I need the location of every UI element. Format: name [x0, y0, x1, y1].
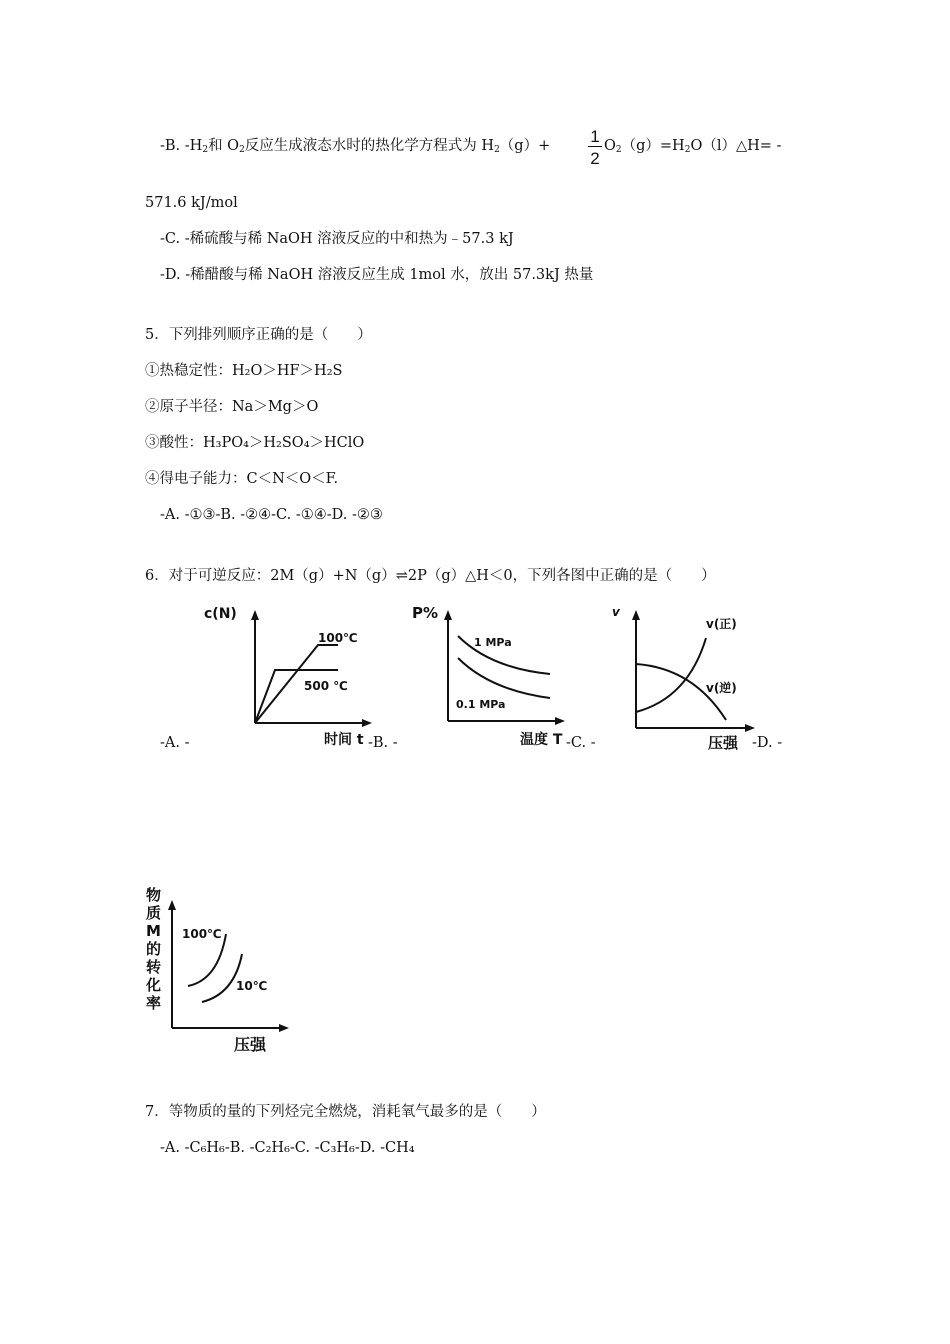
q6-label-c: -C. - — [566, 735, 596, 751]
q5-stem: 5．下列排列顺序正确的是（ ） — [145, 327, 372, 343]
q6-label-d: -D. - — [752, 735, 783, 751]
q4-option-b-continued: 571.6 kJ/mol — [145, 195, 238, 211]
graph-a-ylabel: c(N) — [204, 606, 237, 622]
q4-option-c: -C. -稀硫酸与稀 NaOH 溶液反应的中和热为﹣57.3 kJ — [160, 231, 514, 247]
q5-item-3: ③酸性：H₃PO₄＞H₂SO₄＞HClO — [145, 435, 365, 451]
graph-d-ylabel — [145, 886, 161, 1012]
svg-text:化: 化 — [146, 976, 162, 994]
graph-c-xlabel: 压强 — [708, 734, 739, 752]
graph-b-xlabel: 温度 T — [520, 732, 563, 748]
graph-a-curve2: 500 ℃ — [304, 679, 348, 693]
graph-d — [142, 884, 292, 1054]
fraction-denominator: 2 — [590, 149, 600, 168]
graph-c — [608, 598, 758, 752]
q5-options: -A. -①③-B. -②④-C. -①④-D. -②③ — [160, 507, 383, 523]
svg-text:质: 质 — [146, 904, 162, 922]
q6-stem: 6．对于可逆反应：2M（g）+N（g）⇌2P（g）△H＜0，下列各图中正确的是（ ） — [145, 568, 716, 584]
graph-b-curve2: 0.1 MPa — [456, 698, 506, 711]
q5-item-2: ②原子半径：Na＞Mg＞O — [145, 399, 319, 415]
svg-text:率: 率 — [146, 994, 162, 1012]
q4-option-d: -D. -稀醋酸与稀 NaOH 溶液反应生成 1mol 水，放出 57.3kJ 热量 — [160, 267, 594, 283]
q5-item-1: ①热稳定性：H₂O＞HF＞H₂S — [145, 363, 343, 379]
svg-text:转: 转 — [146, 958, 162, 976]
svg-text:M: M — [146, 922, 161, 940]
svg-text:的: 的 — [146, 940, 162, 958]
fraction-bar — [588, 146, 602, 147]
svg-text:物: 物 — [146, 886, 162, 904]
graph-b — [410, 598, 570, 748]
q4-option-b: -B. $-H_2$和 $O_2$反应生成液态水时的热化学方程式为 $H_2(g)+$ — [160, 138, 551, 155]
graph-c-curve2: v(逆) — [706, 681, 737, 695]
graph-c-ylabel: v — [612, 605, 620, 619]
q7-options: -A. -C₆H₆-B. -C₂H₆-C. -C₃H₆-D. -CH₄ — [160, 1140, 415, 1156]
graph-b-ylabel: P% — [412, 604, 439, 622]
graph-a-xlabel: 时间 t — [324, 732, 364, 748]
graph-d-curve2: 10℃ — [236, 979, 268, 993]
graph-d-curve1: 100℃ — [182, 927, 222, 941]
q7-stem: 7．等物质的量的下列烃完全燃烧，消耗氧气最多的是（ ） — [145, 1104, 546, 1120]
q6-label-a: -A. - — [160, 735, 190, 751]
q5-item-4: ④得电子能力：C＜N＜O＜F. — [145, 471, 339, 487]
graph-b-curve1: 1 MPa — [474, 636, 512, 649]
fraction-numerator: 1 — [590, 127, 600, 146]
q6-label-b: -B. - — [368, 735, 398, 751]
q4-option-b-tail: $O_2(g)=H_2O(l)\triangle H=$ - — [604, 138, 782, 155]
graph-a-curve1: 100℃ — [318, 631, 358, 645]
graph-d-xlabel: 压强 — [234, 1035, 267, 1054]
graph-c-curve1: v(正) — [706, 617, 737, 631]
graph-a — [200, 598, 380, 748]
